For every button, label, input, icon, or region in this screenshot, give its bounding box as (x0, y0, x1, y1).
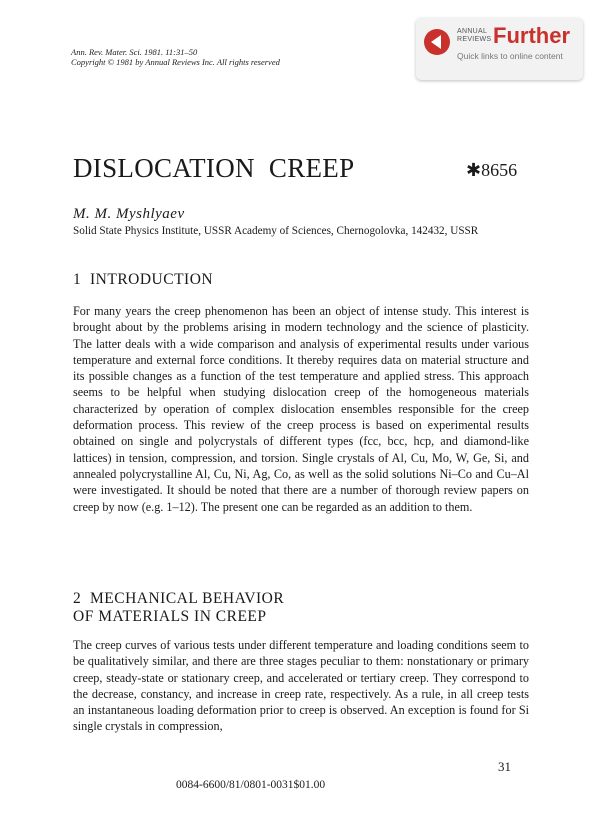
annual-reviews-wordmark (457, 28, 491, 44)
footer-code: 0084-6600/81/0801-0031$01.00 (176, 779, 326, 791)
further-links-badge[interactable] (416, 18, 583, 80)
page-number: 31 (498, 759, 511, 774)
section-heading-line: 1 INTRODUCTION (73, 271, 214, 288)
copyright-line: Copyright © 1981 by Annual Reviews Inc. All rights reserved (71, 57, 280, 67)
document-number: ✱8656 (466, 160, 518, 180)
journal-citation: Ann. Rev. Mater. Sci. 1981. 11:31–50 (71, 47, 198, 57)
section-2-heading (73, 590, 284, 626)
journal-header (71, 47, 280, 67)
author-affiliation: Solid State Physics Institute, USSR Academy of Sciences, Chernogolovka, 142432, USSR (73, 225, 479, 237)
annual-word: ANNUAL (457, 28, 488, 35)
section-heading-line: 2 MECHANICAL BEHAVIOR (73, 590, 285, 607)
further-label: Further (493, 23, 570, 48)
further-subtitle: Quick links to online content (457, 51, 563, 61)
article-title: DISLOCATION CREEP (73, 153, 355, 183)
author-name: M. M. Myshlyaev (73, 206, 185, 222)
section-heading-line: OF MATERIALS IN CREEP (73, 608, 267, 625)
reviews-word: REVIEWS (457, 36, 492, 43)
section-1-paragraph: For many years the creep phenomenon has been an object of intense study. This interest is brought about by the problems arising in modern technology and the science of plasticity. The latter deals with a wide comparison and analysis of experimental results under various temperature and external force conditions. It thereby requires data on material structure and its possible changes as a function of the test temperature and applied stress. This approach seems to be helpful when studying dislocation creep of the homogeneous materials characterized by operation of complex dislocation ensembles responsible for the creep deformation process. This review of the creep process is based on experimental results obtained on single and polycrystals of different types (fcc, bcc, hcp, and diamond-like lattices) in tension, compression, and torsion. Single crystals of Al, Cu, Mo, W, Ge, Si, and annealed polycrystalline Al, Cu, Ni, Ag, Co, as well as the solid solutions Ni–Co and Cu–Al were investigated. It should be noted that there are a number of thorough review papers on creep by now (e.g. 1–12). The present one can be regarded as an addition to them. (73, 304, 529, 514)
section-1-heading (73, 271, 213, 289)
section-2-paragraph: The creep curves of various tests under different temperature and loading conditions seem to be qualitatively similar, and there are three stages peculiar to them: nonstationary or primary creep, steady-state or stationary creep, and accelerated or tertiary creep. They correspond to the decrease, constancy, and increase in creep rate, respectively. As a rule, in all creep tests an instantaneous loading deformation prior to creep is observed. An exception is found for Si single crystals in compression, (73, 638, 529, 734)
annual-reviews-logo-icon (424, 29, 450, 55)
